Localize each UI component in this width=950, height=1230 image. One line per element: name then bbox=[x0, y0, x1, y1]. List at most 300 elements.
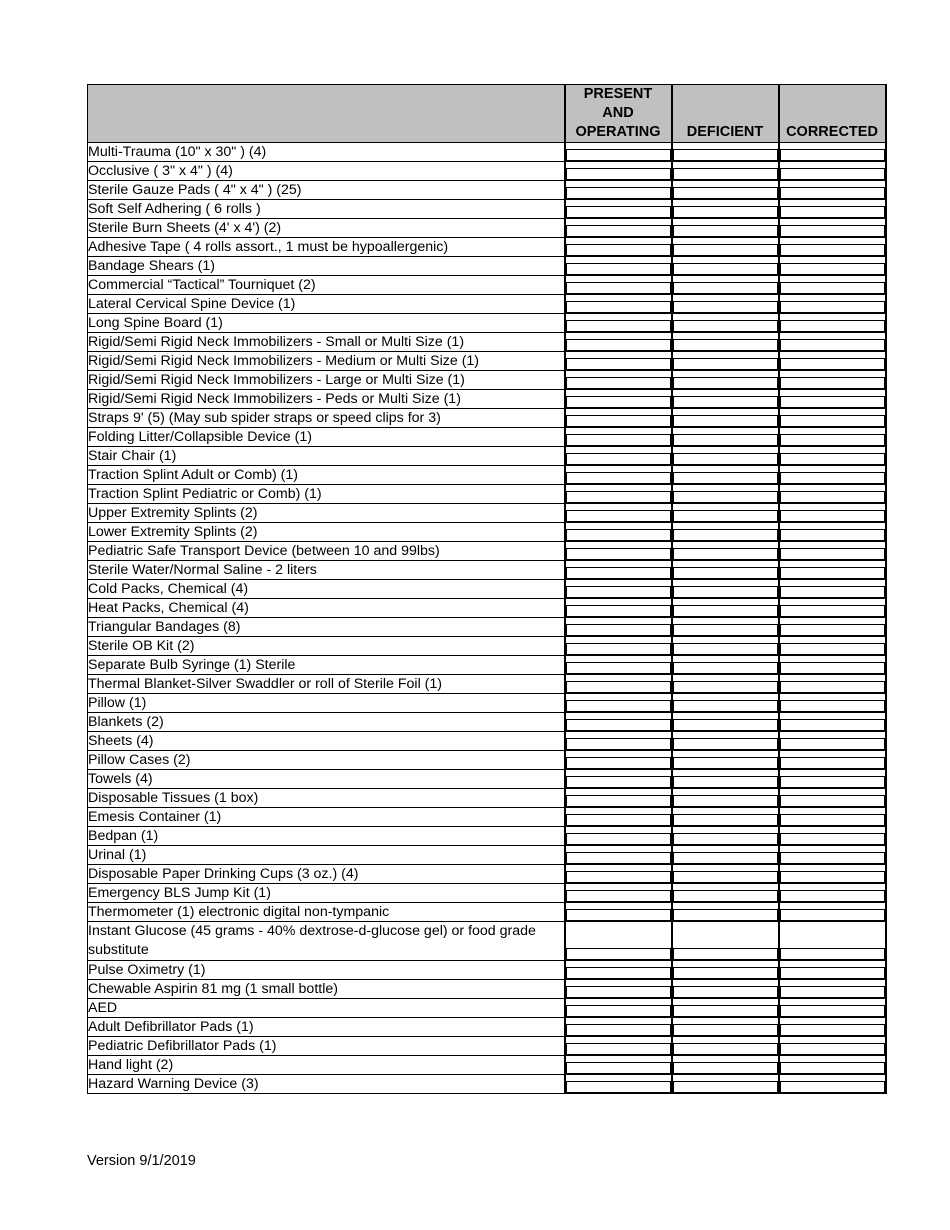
present-operating-checkbox[interactable] bbox=[566, 396, 671, 408]
present-operating-cell bbox=[565, 713, 672, 732]
corrected-cell bbox=[779, 314, 886, 333]
present-operating-checkbox[interactable] bbox=[566, 491, 671, 503]
corrected-checkbox[interactable] bbox=[780, 244, 885, 256]
table-row bbox=[88, 181, 886, 200]
deficient-checkbox[interactable] bbox=[673, 814, 778, 826]
deficient-checkbox[interactable] bbox=[673, 1062, 778, 1074]
deficient-checkbox[interactable] bbox=[673, 909, 778, 921]
deficient-checkbox[interactable] bbox=[673, 890, 778, 902]
table-row bbox=[88, 200, 886, 219]
deficient-cell bbox=[672, 599, 779, 618]
present-operating-checkbox[interactable] bbox=[566, 263, 671, 275]
corrected-cell bbox=[779, 980, 886, 999]
present-operating-checkbox[interactable] bbox=[566, 529, 671, 541]
deficient-checkbox[interactable] bbox=[673, 472, 778, 484]
deficient-checkbox[interactable] bbox=[673, 453, 778, 465]
deficient-checkbox[interactable] bbox=[673, 719, 778, 731]
deficient-cell bbox=[672, 276, 779, 295]
deficient-checkbox[interactable] bbox=[673, 282, 778, 294]
corrected-checkbox[interactable] bbox=[780, 624, 885, 636]
deficient-checkbox[interactable] bbox=[673, 168, 778, 180]
present-operating-checkbox[interactable] bbox=[566, 871, 671, 883]
deficient-cell bbox=[672, 238, 779, 257]
table-row bbox=[88, 143, 886, 162]
corrected-checkbox[interactable] bbox=[780, 1081, 885, 1093]
deficient-cell bbox=[672, 961, 779, 980]
deficient-cell bbox=[672, 447, 779, 466]
corrected-cell bbox=[779, 599, 886, 618]
present-operating-cell bbox=[565, 580, 672, 599]
corrected-cell bbox=[779, 827, 886, 846]
present-operating-checkbox[interactable] bbox=[566, 795, 671, 807]
table-row bbox=[88, 162, 886, 181]
present-operating-checkbox[interactable] bbox=[566, 206, 671, 218]
corrected-checkbox[interactable] bbox=[780, 149, 885, 161]
present-operating-cell bbox=[565, 314, 672, 333]
present-operating-cell bbox=[565, 961, 672, 980]
item-label: Adult Defibrillator Pads (1) bbox=[88, 1018, 565, 1037]
deficient-cell bbox=[672, 1056, 779, 1075]
present-operating-cell bbox=[565, 732, 672, 751]
present-operating-cell bbox=[565, 504, 672, 523]
present-operating-checkbox[interactable] bbox=[566, 415, 671, 427]
present-operating-checkbox[interactable] bbox=[566, 187, 671, 199]
item-label: Adhesive Tape ( 4 rolls assort., 1 must be hypoallergenic) bbox=[88, 238, 565, 257]
deficient-cell bbox=[672, 808, 779, 827]
corrected-checkbox[interactable] bbox=[780, 605, 885, 617]
corrected-cell bbox=[779, 656, 886, 675]
corrected-checkbox[interactable] bbox=[780, 377, 885, 389]
deficient-checkbox[interactable] bbox=[673, 548, 778, 560]
corrected-checkbox[interactable] bbox=[780, 472, 885, 484]
present-operating-checkbox[interactable] bbox=[566, 909, 671, 921]
deficient-checkbox[interactable] bbox=[673, 852, 778, 864]
present-operating-checkbox[interactable] bbox=[566, 662, 671, 674]
item-label: Soft Self Adhering ( 6 rolls ) bbox=[88, 200, 565, 219]
deficient-checkbox[interactable] bbox=[673, 605, 778, 617]
present-operating-cell bbox=[565, 238, 672, 257]
corrected-cell bbox=[779, 637, 886, 656]
corrected-cell bbox=[779, 371, 886, 390]
deficient-checkbox[interactable] bbox=[673, 434, 778, 446]
present-operating-checkbox[interactable] bbox=[566, 377, 671, 389]
table-row bbox=[88, 314, 886, 333]
present-operating-cell bbox=[565, 1018, 672, 1037]
present-operating-checkbox[interactable] bbox=[566, 833, 671, 845]
corrected-checkbox[interactable] bbox=[780, 301, 885, 313]
table-row bbox=[88, 466, 886, 485]
present-operating-checkbox[interactable] bbox=[566, 605, 671, 617]
present-operating-cell bbox=[565, 447, 672, 466]
deficient-checkbox[interactable] bbox=[673, 396, 778, 408]
table-row bbox=[88, 295, 886, 314]
table-row bbox=[88, 770, 886, 789]
deficient-checkbox[interactable] bbox=[673, 1005, 778, 1017]
table-row bbox=[88, 409, 886, 428]
deficient-checkbox[interactable] bbox=[673, 1024, 778, 1036]
deficient-cell bbox=[672, 675, 779, 694]
deficient-cell bbox=[672, 694, 779, 713]
table-row bbox=[88, 1075, 886, 1094]
present-operating-cell bbox=[565, 751, 672, 770]
deficient-cell bbox=[672, 770, 779, 789]
deficient-checkbox[interactable] bbox=[673, 586, 778, 598]
table-row bbox=[88, 618, 886, 637]
present-operating-checkbox[interactable] bbox=[566, 1005, 671, 1017]
deficient-checkbox[interactable] bbox=[673, 662, 778, 674]
deficient-checkbox[interactable] bbox=[673, 948, 778, 960]
deficient-checkbox[interactable] bbox=[673, 795, 778, 807]
deficient-column-header: DEFICIENT bbox=[672, 85, 779, 143]
deficient-checkbox[interactable] bbox=[673, 510, 778, 522]
item-label: Pediatric Safe Transport Device (between 10 and 99lbs) bbox=[88, 542, 565, 561]
present-operating-cell bbox=[565, 371, 672, 390]
present-operating-cell bbox=[565, 181, 672, 200]
deficient-checkbox[interactable] bbox=[673, 567, 778, 579]
deficient-checkbox[interactable] bbox=[673, 624, 778, 636]
present-header-line: AND bbox=[602, 105, 634, 121]
present-operating-cell bbox=[565, 599, 672, 618]
deficient-checkbox[interactable] bbox=[673, 871, 778, 883]
corrected-cell bbox=[779, 409, 886, 428]
deficient-cell bbox=[672, 409, 779, 428]
table-row bbox=[88, 865, 886, 884]
corrected-checkbox[interactable] bbox=[780, 586, 885, 598]
present-operating-cell bbox=[565, 922, 672, 961]
table-row bbox=[88, 961, 886, 980]
corrected-checkbox[interactable] bbox=[780, 453, 885, 465]
present-operating-cell bbox=[565, 675, 672, 694]
present-operating-checkbox[interactable] bbox=[566, 149, 671, 161]
corrected-checkbox[interactable] bbox=[780, 282, 885, 294]
item-label: Lower Extremity Splints (2) bbox=[88, 523, 565, 542]
deficient-cell bbox=[672, 352, 779, 371]
corrected-checkbox[interactable] bbox=[780, 814, 885, 826]
present-operating-cell bbox=[565, 276, 672, 295]
corrected-checkbox[interactable] bbox=[780, 871, 885, 883]
item-label: Rigid/Semi Rigid Neck Immobilizers - Peds or Multi Size (1) bbox=[88, 390, 565, 409]
deficient-checkbox[interactable] bbox=[673, 358, 778, 370]
corrected-checkbox[interactable] bbox=[780, 415, 885, 427]
present-operating-checkbox[interactable] bbox=[566, 967, 671, 979]
present-operating-cell bbox=[565, 770, 672, 789]
item-label: Folding Litter/Collapsible Device (1) bbox=[88, 428, 565, 447]
table-row bbox=[88, 352, 886, 371]
corrected-cell bbox=[779, 1075, 886, 1094]
deficient-checkbox[interactable] bbox=[673, 986, 778, 998]
corrected-checkbox[interactable] bbox=[780, 206, 885, 218]
corrected-cell bbox=[779, 295, 886, 314]
table-row bbox=[88, 428, 886, 447]
deficient-checkbox[interactable] bbox=[673, 700, 778, 712]
present-operating-checkbox[interactable] bbox=[566, 814, 671, 826]
deficient-cell bbox=[672, 637, 779, 656]
deficient-cell bbox=[672, 504, 779, 523]
present-operating-cell bbox=[565, 846, 672, 865]
item-label: Hazard Warning Device (3) bbox=[88, 1075, 565, 1094]
corrected-cell bbox=[779, 1018, 886, 1037]
deficient-checkbox[interactable] bbox=[673, 149, 778, 161]
present-operating-checkbox[interactable] bbox=[566, 339, 671, 351]
table-row bbox=[88, 675, 886, 694]
corrected-cell bbox=[779, 200, 886, 219]
deficient-checkbox[interactable] bbox=[673, 681, 778, 693]
deficient-checkbox[interactable] bbox=[673, 206, 778, 218]
corrected-checkbox[interactable] bbox=[780, 491, 885, 503]
deficient-cell bbox=[672, 922, 779, 961]
corrected-checkbox[interactable] bbox=[780, 263, 885, 275]
deficient-cell bbox=[672, 980, 779, 999]
present-operating-checkbox[interactable] bbox=[566, 890, 671, 902]
corrected-checkbox[interactable] bbox=[780, 986, 885, 998]
deficient-checkbox[interactable] bbox=[673, 377, 778, 389]
version-label: Version 9/1/2019 bbox=[87, 1153, 196, 1169]
present-operating-checkbox[interactable] bbox=[566, 986, 671, 998]
deficient-checkbox[interactable] bbox=[673, 263, 778, 275]
present-operating-cell bbox=[565, 999, 672, 1018]
present-operating-checkbox[interactable] bbox=[566, 472, 671, 484]
table-row bbox=[88, 827, 886, 846]
corrected-checkbox[interactable] bbox=[780, 909, 885, 921]
deficient-checkbox[interactable] bbox=[673, 1043, 778, 1055]
deficient-cell bbox=[672, 390, 779, 409]
item-label: Urinal (1) bbox=[88, 846, 565, 865]
item-label: Cold Packs, Chemical (4) bbox=[88, 580, 565, 599]
present-operating-cell bbox=[565, 409, 672, 428]
table-row bbox=[88, 922, 886, 961]
deficient-cell bbox=[672, 466, 779, 485]
deficient-checkbox[interactable] bbox=[673, 643, 778, 655]
present-operating-cell bbox=[565, 143, 672, 162]
deficient-checkbox[interactable] bbox=[673, 415, 778, 427]
table-row bbox=[88, 599, 886, 618]
corrected-checkbox[interactable] bbox=[780, 795, 885, 807]
deficient-checkbox[interactable] bbox=[673, 491, 778, 503]
deficient-checkbox[interactable] bbox=[673, 529, 778, 541]
table-row bbox=[88, 789, 886, 808]
corrected-checkbox[interactable] bbox=[780, 967, 885, 979]
corrected-column-header: CORRECTED bbox=[779, 85, 886, 143]
deficient-cell bbox=[672, 200, 779, 219]
corrected-cell bbox=[779, 884, 886, 903]
corrected-checkbox[interactable] bbox=[780, 948, 885, 960]
corrected-cell bbox=[779, 276, 886, 295]
present-operating-cell bbox=[565, 523, 672, 542]
corrected-checkbox[interactable] bbox=[780, 700, 885, 712]
deficient-checkbox[interactable] bbox=[673, 244, 778, 256]
present-operating-checkbox[interactable] bbox=[566, 1081, 671, 1093]
item-label: Traction Splint Adult or Comb) (1) bbox=[88, 466, 565, 485]
deficient-checkbox[interactable] bbox=[673, 833, 778, 845]
item-label: Multi-Trauma (10" x 30" ) (4) bbox=[88, 143, 565, 162]
present-operating-cell bbox=[565, 865, 672, 884]
deficient-cell bbox=[672, 561, 779, 580]
item-label: Sterile Water/Normal Saline - 2 liters bbox=[88, 561, 565, 580]
deficient-cell bbox=[672, 257, 779, 276]
present-operating-checkbox[interactable] bbox=[566, 757, 671, 769]
deficient-checkbox[interactable] bbox=[673, 757, 778, 769]
table-header-row bbox=[88, 85, 886, 143]
present-operating-checkbox[interactable] bbox=[566, 624, 671, 636]
corrected-checkbox[interactable] bbox=[780, 567, 885, 579]
corrected-cell bbox=[779, 618, 886, 637]
deficient-cell bbox=[672, 903, 779, 922]
present-operating-checkbox[interactable] bbox=[566, 282, 671, 294]
item-label: Sheets (4) bbox=[88, 732, 565, 751]
corrected-checkbox[interactable] bbox=[780, 358, 885, 370]
corrected-checkbox[interactable] bbox=[780, 757, 885, 769]
deficient-cell bbox=[672, 1037, 779, 1056]
corrected-checkbox[interactable] bbox=[780, 434, 885, 446]
corrected-checkbox[interactable] bbox=[780, 681, 885, 693]
corrected-checkbox[interactable] bbox=[780, 852, 885, 864]
corrected-checkbox[interactable] bbox=[780, 529, 885, 541]
corrected-cell bbox=[779, 542, 886, 561]
present-operating-checkbox[interactable] bbox=[566, 776, 671, 788]
present-operating-cell bbox=[565, 162, 672, 181]
present-operating-checkbox[interactable] bbox=[566, 244, 671, 256]
item-column-header bbox=[88, 85, 565, 143]
present-operating-checkbox[interactable] bbox=[566, 510, 671, 522]
deficient-cell bbox=[672, 162, 779, 181]
table-row bbox=[88, 656, 886, 675]
corrected-cell bbox=[779, 447, 886, 466]
corrected-checkbox[interactable] bbox=[780, 320, 885, 332]
present-operating-checkbox[interactable] bbox=[566, 453, 671, 465]
corrected-checkbox[interactable] bbox=[780, 719, 885, 731]
present-operating-cell bbox=[565, 1056, 672, 1075]
present-operating-checkbox[interactable] bbox=[566, 320, 671, 332]
corrected-checkbox[interactable] bbox=[780, 548, 885, 560]
item-label: Hand light (2) bbox=[88, 1056, 565, 1075]
corrected-checkbox[interactable] bbox=[780, 776, 885, 788]
deficient-cell bbox=[672, 827, 779, 846]
present-operating-checkbox[interactable] bbox=[566, 567, 671, 579]
corrected-checkbox[interactable] bbox=[780, 1005, 885, 1017]
present-operating-checkbox[interactable] bbox=[566, 719, 671, 731]
corrected-cell bbox=[779, 675, 886, 694]
present-operating-checkbox[interactable] bbox=[566, 434, 671, 446]
table-row bbox=[88, 390, 886, 409]
deficient-checkbox[interactable] bbox=[673, 301, 778, 313]
present-operating-checkbox[interactable] bbox=[566, 586, 671, 598]
deficient-cell bbox=[672, 580, 779, 599]
table-row bbox=[88, 903, 886, 922]
item-label: Sterile Burn Sheets (4' x 4') (2) bbox=[88, 219, 565, 238]
deficient-checkbox[interactable] bbox=[673, 225, 778, 237]
corrected-cell bbox=[779, 770, 886, 789]
present-operating-checkbox[interactable] bbox=[566, 852, 671, 864]
item-label: Heat Packs, Chemical (4) bbox=[88, 599, 565, 618]
item-label: Sterile Gauze Pads ( 4" x 4" ) (25) bbox=[88, 181, 565, 200]
corrected-checkbox[interactable] bbox=[780, 1043, 885, 1055]
deficient-checkbox[interactable] bbox=[673, 738, 778, 750]
present-operating-checkbox[interactable] bbox=[566, 1062, 671, 1074]
present-operating-checkbox[interactable] bbox=[566, 301, 671, 313]
item-label: Bandage Shears (1) bbox=[88, 257, 565, 276]
corrected-cell bbox=[779, 561, 886, 580]
table-row bbox=[88, 561, 886, 580]
corrected-checkbox[interactable] bbox=[780, 1062, 885, 1074]
corrected-checkbox[interactable] bbox=[780, 510, 885, 522]
present-operating-cell bbox=[565, 827, 672, 846]
corrected-checkbox[interactable] bbox=[780, 339, 885, 351]
corrected-checkbox[interactable] bbox=[780, 833, 885, 845]
present-operating-cell bbox=[565, 656, 672, 675]
present-operating-checkbox[interactable] bbox=[566, 168, 671, 180]
present-operating-checkbox[interactable] bbox=[566, 738, 671, 750]
present-operating-checkbox[interactable] bbox=[566, 643, 671, 655]
present-operating-cell bbox=[565, 1037, 672, 1056]
corrected-cell bbox=[779, 1056, 886, 1075]
table-row bbox=[88, 276, 886, 295]
corrected-checkbox[interactable] bbox=[780, 890, 885, 902]
corrected-checkbox[interactable] bbox=[780, 396, 885, 408]
deficient-checkbox[interactable] bbox=[673, 1081, 778, 1093]
deficient-checkbox[interactable] bbox=[673, 776, 778, 788]
corrected-cell bbox=[779, 390, 886, 409]
corrected-cell bbox=[779, 162, 886, 181]
corrected-checkbox[interactable] bbox=[780, 738, 885, 750]
corrected-checkbox[interactable] bbox=[780, 643, 885, 655]
corrected-cell bbox=[779, 903, 886, 922]
present-operating-cell bbox=[565, 390, 672, 409]
present-operating-checkbox[interactable] bbox=[566, 1024, 671, 1036]
item-label: Disposable Tissues (1 box) bbox=[88, 789, 565, 808]
table-row bbox=[88, 999, 886, 1018]
item-label: Pulse Oximetry (1) bbox=[88, 961, 565, 980]
table-row bbox=[88, 694, 886, 713]
corrected-checkbox[interactable] bbox=[780, 187, 885, 199]
table-row bbox=[88, 580, 886, 599]
present-operating-checkbox[interactable] bbox=[566, 681, 671, 693]
table-row bbox=[88, 1037, 886, 1056]
deficient-checkbox[interactable] bbox=[673, 339, 778, 351]
present-operating-cell bbox=[565, 352, 672, 371]
table-row bbox=[88, 751, 886, 770]
present-operating-checkbox[interactable] bbox=[566, 948, 671, 960]
deficient-cell bbox=[672, 333, 779, 352]
deficient-cell bbox=[672, 865, 779, 884]
present-operating-checkbox[interactable] bbox=[566, 1043, 671, 1055]
deficient-checkbox[interactable] bbox=[673, 967, 778, 979]
deficient-checkbox[interactable] bbox=[673, 320, 778, 332]
present-operating-checkbox[interactable] bbox=[566, 548, 671, 560]
corrected-cell bbox=[779, 694, 886, 713]
corrected-cell bbox=[779, 238, 886, 257]
corrected-cell bbox=[779, 789, 886, 808]
corrected-cell bbox=[779, 466, 886, 485]
deficient-checkbox[interactable] bbox=[673, 187, 778, 199]
present-operating-checkbox[interactable] bbox=[566, 700, 671, 712]
corrected-cell bbox=[779, 922, 886, 961]
item-label: Pillow Cases (2) bbox=[88, 751, 565, 770]
table-row bbox=[88, 980, 886, 999]
item-label: Pillow (1) bbox=[88, 694, 565, 713]
table-row bbox=[88, 219, 886, 238]
corrected-checkbox[interactable] bbox=[780, 168, 885, 180]
corrected-checkbox[interactable] bbox=[780, 1024, 885, 1036]
present-operating-checkbox[interactable] bbox=[566, 358, 671, 370]
present-operating-checkbox[interactable] bbox=[566, 225, 671, 237]
deficient-cell bbox=[672, 371, 779, 390]
corrected-cell bbox=[779, 352, 886, 371]
deficient-cell bbox=[672, 295, 779, 314]
corrected-checkbox[interactable] bbox=[780, 662, 885, 674]
table-row bbox=[88, 637, 886, 656]
corrected-checkbox[interactable] bbox=[780, 225, 885, 237]
item-label: Towels (4) bbox=[88, 770, 565, 789]
